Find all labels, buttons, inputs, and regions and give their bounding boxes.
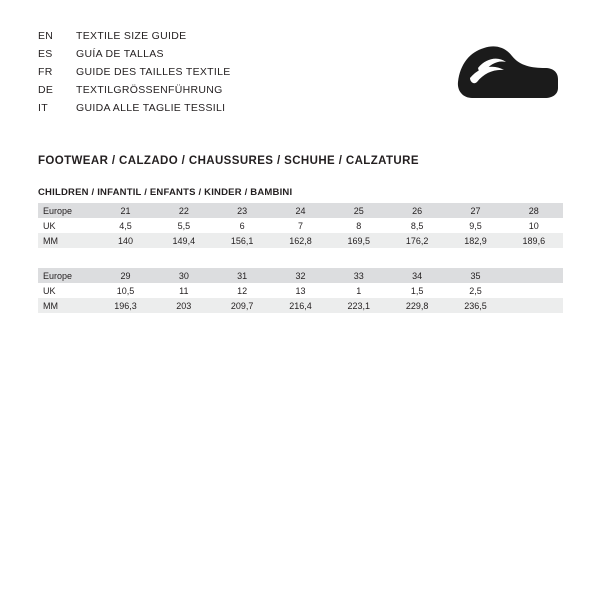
- cell: 196,3: [96, 298, 154, 313]
- cell: 162,8: [271, 233, 329, 248]
- cell: 10: [505, 218, 563, 233]
- language-row-fr: [38, 66, 368, 84]
- table-row: [38, 268, 563, 283]
- language-row-de: [38, 84, 368, 102]
- language-code: DE: [38, 84, 54, 96]
- section-subtitle: CHILDREN / INFANTIL / ENFANTS / KINDER / BAMBINI: [38, 187, 293, 198]
- language-code: FR: [38, 66, 53, 78]
- row-label: Europe: [38, 203, 96, 218]
- cell: 29: [96, 268, 154, 283]
- table-row: [38, 298, 563, 313]
- cell: 182,9: [446, 233, 504, 248]
- language-list: [38, 30, 368, 120]
- cell: 156,1: [213, 233, 271, 248]
- row-label: MM: [38, 298, 96, 313]
- language-title: GUIDE DES TAILLES TEXTILE: [76, 66, 231, 78]
- cell: 22: [155, 203, 213, 218]
- cell: 149,4: [155, 233, 213, 248]
- cell: 26: [388, 203, 446, 218]
- cell: [505, 268, 563, 283]
- language-code: ES: [38, 48, 53, 60]
- cell: 31: [213, 268, 271, 283]
- section-title: FOOTWEAR / CALZADO / CHAUSSURES / SCHUHE / CALZATURE: [38, 155, 419, 167]
- cell: 236,5: [446, 298, 504, 313]
- row-label: UK: [38, 218, 96, 233]
- cell: 32: [271, 268, 329, 283]
- table-row: [38, 233, 563, 248]
- size-table-children-2: [38, 268, 563, 313]
- cell: 34: [388, 268, 446, 283]
- language-row-en: [38, 30, 368, 48]
- table-row: [38, 283, 563, 298]
- language-row-it: [38, 102, 368, 120]
- language-code: EN: [38, 30, 54, 42]
- cell: 4,5: [96, 218, 154, 233]
- cell: 27: [446, 203, 504, 218]
- cell: 169,5: [330, 233, 388, 248]
- language-row-es: [38, 48, 368, 66]
- cell: 1,5: [388, 283, 446, 298]
- cell: 28: [505, 203, 563, 218]
- cell: 176,2: [388, 233, 446, 248]
- row-label: Europe: [38, 268, 96, 283]
- shoe-icon: [450, 38, 560, 108]
- language-title: TEXTILGRÖSSENFÜHRUNG: [76, 84, 223, 96]
- cell: 209,7: [213, 298, 271, 313]
- cell: 25: [330, 203, 388, 218]
- cell: 23: [213, 203, 271, 218]
- cell: 140: [96, 233, 154, 248]
- cell: 9,5: [446, 218, 504, 233]
- cell: 2,5: [446, 283, 504, 298]
- table-row: [38, 218, 563, 233]
- cell: 24: [271, 203, 329, 218]
- cell: 12: [213, 283, 271, 298]
- size-table-children-1: [38, 203, 563, 248]
- cell: 7: [271, 218, 329, 233]
- row-label: MM: [38, 233, 96, 248]
- cell: 5,5: [155, 218, 213, 233]
- cell: 35: [446, 268, 504, 283]
- cell: 203: [155, 298, 213, 313]
- cell: 10,5: [96, 283, 154, 298]
- cell: 1: [330, 283, 388, 298]
- cell: 223,1: [330, 298, 388, 313]
- cell: 229,8: [388, 298, 446, 313]
- cell: 33: [330, 268, 388, 283]
- cell: 6: [213, 218, 271, 233]
- cell: 11: [155, 283, 213, 298]
- cell: 21: [96, 203, 154, 218]
- cell: 13: [271, 283, 329, 298]
- cell: 216,4: [271, 298, 329, 313]
- row-label: UK: [38, 283, 96, 298]
- table-row: [38, 203, 563, 218]
- cell: 8,5: [388, 218, 446, 233]
- language-code: IT: [38, 102, 48, 114]
- cell: 8: [330, 218, 388, 233]
- language-title: TEXTILE SIZE GUIDE: [76, 30, 187, 42]
- language-title: GUIDA ALLE TAGLIE TESSILI: [76, 102, 226, 114]
- cell: 30: [155, 268, 213, 283]
- cell: [505, 298, 563, 313]
- cell: [505, 283, 563, 298]
- cell: 189,6: [505, 233, 563, 248]
- language-title: GUÍA DE TALLAS: [76, 48, 164, 60]
